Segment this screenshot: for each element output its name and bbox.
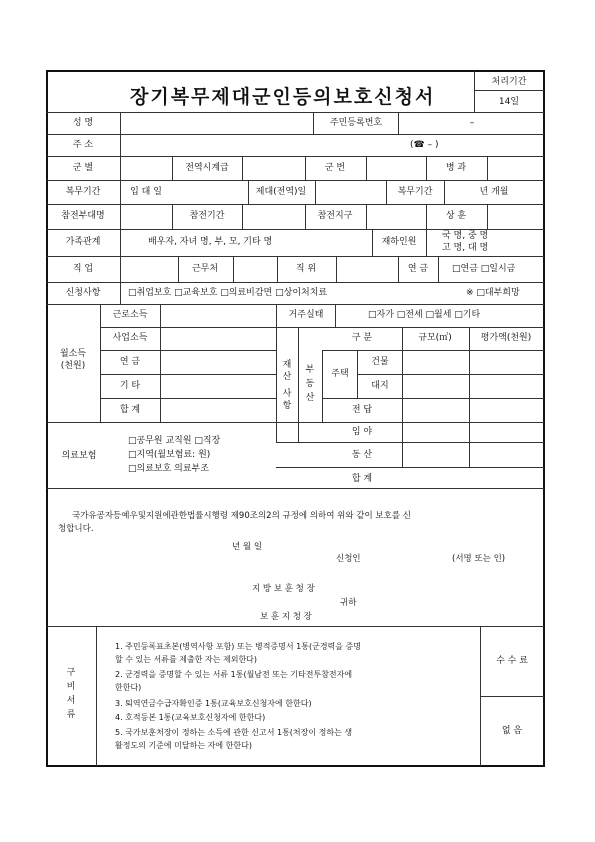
- combat-area-label: 참전지구: [317, 211, 353, 221]
- income-business: 사업소득: [112, 333, 148, 343]
- col-area: 규모(㎡): [418, 333, 452, 343]
- discharge-date-label: 제대(전역)일: [255, 187, 307, 197]
- field-label: 전 답: [351, 405, 373, 415]
- decoration-label: 상 훈: [445, 211, 467, 221]
- insurance-option-1[interactable]: □공무원 교직원 □직장: [128, 436, 221, 446]
- fee-label: 수 수 료: [496, 656, 528, 666]
- honorific: 귀하: [340, 598, 357, 608]
- pension-label: 연 금: [407, 264, 429, 274]
- residence-label: 거주실태: [288, 310, 324, 320]
- doc-item: 한한다): [115, 683, 142, 692]
- land-label: 대지: [371, 381, 389, 391]
- doc-item: 5. 국가보훈처장이 정하는 소득에 관한 신고서 1통(처장이 정하는 생: [115, 728, 353, 737]
- realestate-label-1: 부: [305, 365, 315, 375]
- assets-total-label: 합 계: [351, 474, 373, 484]
- dependents-label: 재하인원: [381, 237, 417, 247]
- request-options[interactable]: □취업보호 □교육보호 □의료비감면 □상이처치료: [128, 288, 328, 298]
- years-months: 년 개월: [479, 187, 509, 197]
- doc-item: 할 수 있는 서류를 제출한 자는 제외한다): [115, 655, 258, 664]
- processing-period-label: 처리기간: [491, 77, 527, 87]
- col-type: 구 분: [351, 333, 373, 343]
- rrn-dash: –: [469, 118, 475, 128]
- service-period-label: 복무기간: [65, 187, 101, 197]
- doc-item: 1. 주민등록표초본(병역사항 포함) 또는 병적증명서 1통(군경력을 증명: [115, 642, 361, 651]
- movable-label: 동 산: [351, 450, 373, 460]
- combat-period-label: 참전기간: [189, 211, 225, 221]
- dependents-line2: 고 명, 대 명: [442, 243, 489, 253]
- enlist-date-label: 입 대 일: [130, 187, 162, 197]
- wish-option[interactable]: ※ □대부희망: [466, 288, 520, 298]
- position-label: 직 위: [295, 264, 317, 274]
- insurance-label: 의료보험: [61, 451, 97, 461]
- workplace-label: 근무처: [191, 264, 219, 274]
- statement-date: 년 월 일: [232, 542, 263, 552]
- doc-item: 2. 군경력을 증명할 수 있는 서류 1통(월남전 또는 기타전투참전자에: [115, 670, 353, 679]
- sign-label: (서명 또는 인): [452, 554, 506, 564]
- income-other: 기 타: [119, 381, 141, 391]
- dependents-line1: 국 명, 중 명: [442, 231, 489, 241]
- income-total: 합 계: [119, 405, 141, 415]
- assets-label-1: 재: [282, 360, 292, 370]
- phone-field: (☎ – ): [410, 140, 439, 150]
- service-no-label: 군 번: [324, 163, 346, 173]
- realestate-label-2: 동: [305, 379, 315, 389]
- divider: [474, 71, 475, 112]
- statement-line1: 국가유공자등예우및지원에관한법률시행령 제90조의2의 규정에 의하여 위와 같이 보호를 신: [72, 511, 411, 521]
- address-label: 주 소: [72, 140, 94, 150]
- assets-label-2: 산: [282, 372, 292, 382]
- fee-value: 없 음: [501, 726, 523, 736]
- arm-label: 병 과: [445, 163, 467, 173]
- doc-item: 4. 호적등본 1통(교육보호신청자에 한한다): [115, 713, 266, 722]
- branch-label: 군 별: [72, 163, 94, 173]
- income-earned: 근로소득: [112, 310, 148, 320]
- col-value: 평가액(천원): [480, 333, 532, 343]
- income-pension: 연 금: [119, 357, 141, 367]
- combat-unit-label: 참전부대명: [61, 211, 105, 221]
- insurance-option-2[interactable]: □지역(월보험료: 원): [128, 450, 211, 460]
- documents-label-1: 구: [66, 668, 76, 678]
- rank-label: 전역시계급: [185, 163, 229, 173]
- doc-item: 3. 퇴역연금수급자확인증 1통(교육보호신청자에 한한다): [115, 699, 312, 708]
- rrn-label: 주민등록번호: [329, 118, 383, 128]
- divider: [474, 90, 544, 91]
- insurance-option-3[interactable]: □의료보호 의료부조: [128, 464, 209, 474]
- family-detail: 배우자, 자녀 명, 부, 모, 기타 명: [148, 237, 273, 247]
- assets-label-3: 사: [282, 389, 292, 399]
- documents-label-3: 서: [66, 696, 76, 706]
- income-label-1: 월소득: [59, 349, 87, 359]
- house-label: 주택: [331, 369, 349, 379]
- office-2: 보 훈 지 청 장: [260, 612, 312, 622]
- residence-options[interactable]: □자가 □전세 □월세 □기타: [368, 310, 481, 320]
- income-label-2: (천원): [60, 361, 86, 371]
- forest-label: 임 야: [351, 427, 373, 437]
- request-label: 신청사항: [65, 288, 101, 298]
- documents-label-2: 비: [66, 682, 76, 692]
- applicant-label: 신청인: [336, 554, 361, 564]
- form-title: 장기복무제대군인등의보호신청서: [130, 86, 436, 108]
- family-label: 가족관계: [65, 237, 101, 247]
- documents-label-4: 류: [66, 710, 76, 720]
- building-label: 건물: [371, 357, 389, 367]
- office-1: 지 방 보 훈 청 장: [252, 584, 315, 594]
- statement-line2: 청합니다.: [58, 524, 94, 534]
- processing-period-value: 14일: [498, 97, 520, 107]
- service-term-label: 복무기간: [397, 187, 433, 197]
- occupation-label: 직 업: [72, 264, 94, 274]
- doc-item: 활정도의 기준에 미달하는 자에 한한다): [115, 741, 252, 750]
- assets-label-4: 항: [282, 401, 292, 411]
- name-label: 성 명: [72, 118, 94, 128]
- pension-options[interactable]: □연금 □일시금: [452, 264, 516, 274]
- realestate-label-3: 산: [305, 393, 315, 403]
